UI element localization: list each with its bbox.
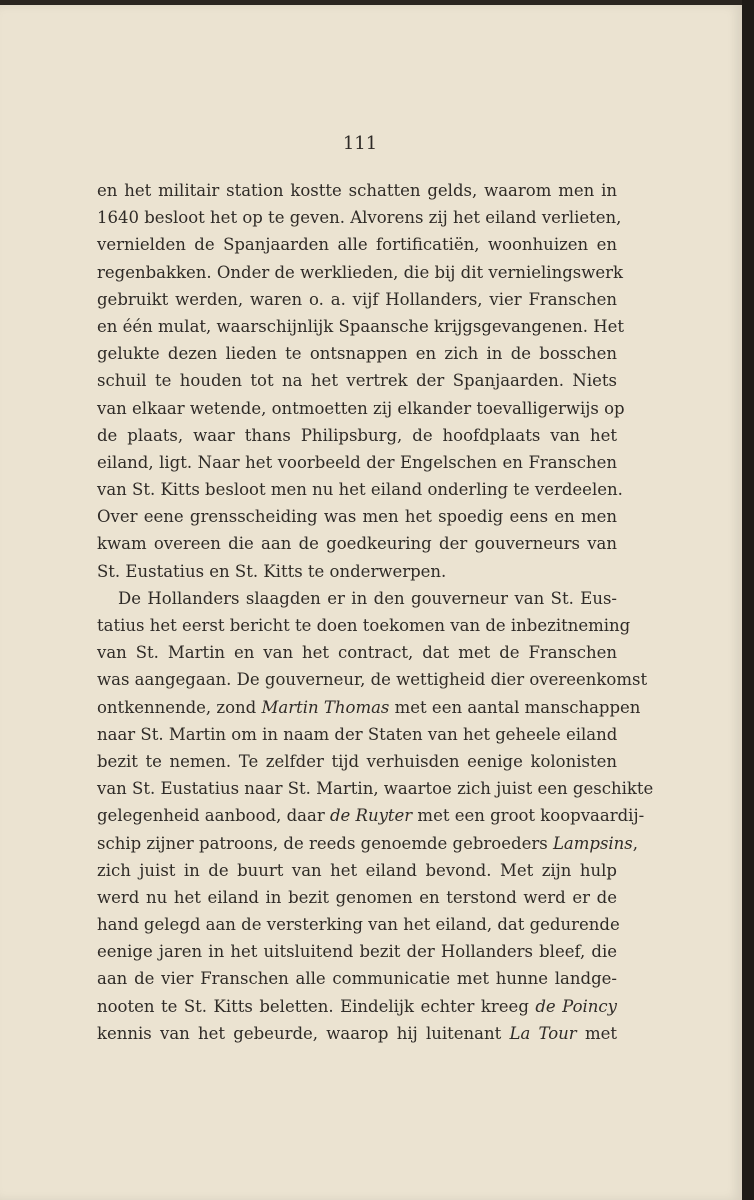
text-segment: ontkennende, zond [97, 697, 262, 717]
italic-name: de Ruyter [329, 806, 413, 826]
text-line [97, 666, 648, 693]
text-segment: schuil te houden tot na het vertrek der Spanjaarden. Niets [97, 371, 617, 391]
text-line [97, 639, 617, 666]
italic-name: Martin Thomas [261, 697, 390, 717]
text-line [97, 286, 617, 313]
text-line [97, 530, 617, 557]
text-line [97, 340, 617, 367]
text-line [97, 802, 645, 829]
text-line [97, 884, 617, 911]
text-segment: de plaats, waar thans Philipsburg, de hoofdplaats van het [97, 425, 617, 445]
text-line [97, 585, 617, 612]
text-line [97, 449, 617, 476]
text-segment: gebruikt werden, waren o. a. vijf Hollanders, vier Franschen [97, 289, 617, 309]
text-line [97, 612, 631, 639]
text-line [97, 259, 623, 286]
text-segment: Over eene grensscheiding was men het spoedig eens en men [97, 507, 617, 527]
text-line [97, 395, 625, 422]
page-number: 111 [342, 133, 378, 154]
text-line [97, 694, 641, 721]
text-segment: werd nu het eiland in bezit genomen en terstond werd er de [97, 887, 617, 907]
italic-name: Lampsins [552, 833, 633, 853]
text-line [97, 965, 617, 992]
text-line [97, 367, 617, 394]
book-page [0, 5, 742, 1200]
text-segment: vernielden de Spanjaarden alle fortificatiën, woonhuizen en [97, 235, 617, 255]
text-segment: 1640 besloot het op te geven. Alvorens zij het eiland verlieten, [97, 208, 622, 228]
text-line [97, 476, 623, 503]
text-segment: , [632, 833, 639, 853]
text-line [97, 857, 617, 884]
text-segment: De Hollanders slaagden er in den gouverneur van St. Eus- [118, 588, 617, 608]
text-segment: aan de vier Franschen alle communicatie met hunne landge- [97, 969, 617, 989]
text-line [97, 422, 617, 449]
text-segment: naar St. Martin om in naam der Staten van het geheele eiland [97, 724, 618, 744]
text-line [97, 938, 617, 965]
text-line [97, 911, 620, 938]
text-line [97, 830, 639, 857]
text-line [97, 177, 617, 204]
text-segment: van St. Martin en van het contract, dat met de Franschen [97, 643, 617, 663]
text-segment: van elkaar wetende, ontmoetten zij elkander toevalligerwijs op [97, 398, 625, 418]
text-line [97, 204, 622, 231]
text-segment: eiland, ligt. Naar het voorbeeld der Engelschen en Franschen [97, 452, 617, 472]
text-segment: en het militair station kostte schatten gelds, waarom men in [97, 181, 617, 200]
text-line [97, 721, 617, 748]
text-segment: eenige jaren in het uitsluitend bezit der Hollanders bleef, die [97, 942, 617, 962]
text-line [97, 231, 617, 258]
text-segment: kwam overeen die aan de goedkeuring der gouverneurs van [97, 534, 617, 554]
text-segment: bezit te nemen. Te zelfder tijd verhuisden eenige kolonisten [97, 751, 617, 771]
text-segment: met [576, 1023, 617, 1043]
text-line [97, 1020, 617, 1047]
text-segment: met een groot koopvaardij- [412, 806, 645, 826]
text-line [97, 503, 617, 530]
scan-right-edge [742, 0, 754, 1200]
text-segment: gelukte dezen lieden te ontsnappen en zich in de bosschen [97, 344, 617, 364]
text-line [97, 313, 625, 340]
text-segment: van St. Kitts besloot men nu het eiland onderling te verdeelen. [97, 480, 623, 500]
text-segment: en één mulat, waarschijnlijk Spaansche krijgsgevangenen. Het [97, 316, 625, 336]
italic-name: de Poincy [535, 996, 617, 1016]
text-segment: tatius het eerst bericht te doen toekomen van de inbezitneming [97, 616, 631, 635]
text-segment: schip zijner patroons, de reeds genoemde gebroeders [97, 833, 553, 853]
text-segment: nooten te St. Kitts beletten. Eindelijk echter kreeg [97, 996, 536, 1016]
text-line [97, 775, 654, 802]
text-segment: gelegenheid aanbood, daar [97, 806, 330, 826]
text-segment: met een aantal manschappen [389, 697, 641, 717]
text-segment: van St. Eustatius naar St. Martin, waartoe zich juist een geschikte [97, 779, 654, 799]
text-segment: kennis van het gebeurde, waarop hij luitenant [97, 1023, 510, 1043]
text-segment: was aangegaan. De gouverneur, de wettigheid dier overeenkomst [97, 670, 648, 690]
text-line [97, 748, 617, 775]
italic-name: La Tour [509, 1023, 577, 1043]
text-segment: hand gelegd aan de versterking van het eiland, dat gedurende [97, 915, 620, 935]
text-line [97, 993, 617, 1020]
text-segment: St. Eustatius en St. Kitts te onderwerpen. [97, 561, 447, 581]
body-text [97, 177, 654, 1047]
text-line [97, 558, 617, 585]
text-segment: zich juist in de buurt van het eiland bevond. Met zijn hulp [97, 860, 617, 880]
text-segment: regenbakken. Onder de werklieden, die bij dit vernielingswerk [97, 262, 623, 282]
